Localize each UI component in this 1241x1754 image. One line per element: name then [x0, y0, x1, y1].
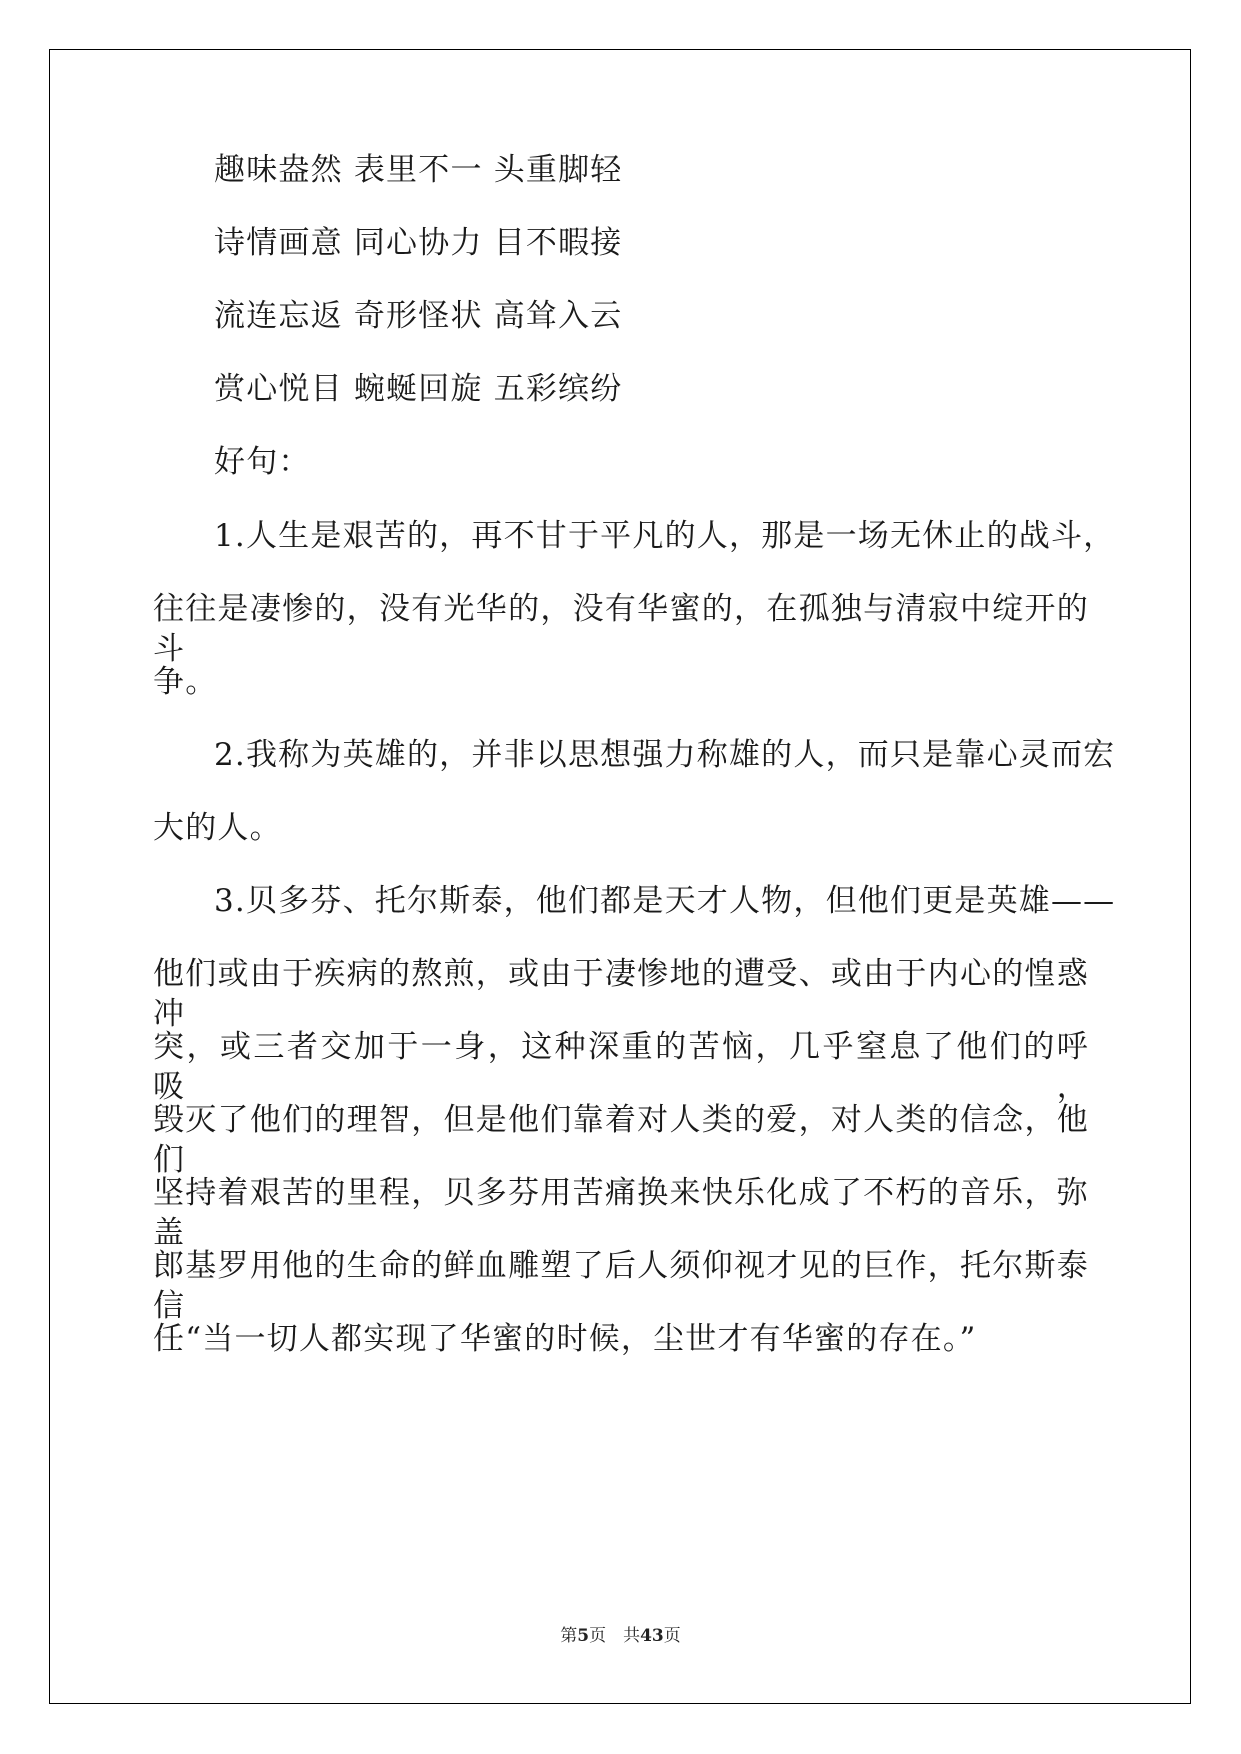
paragraph-3-line-4: 毁灭了他们的理智，但是他们靠着对人类的爱，对人类的信念，他们 — [153, 1102, 1089, 1178]
paragraph-3-line-1: 3.贝多芬、托尔斯泰，他们都是天才人物，但他们更是英雄—— — [214, 883, 1116, 919]
paragraph-3-line-7: 任“当一切人都实现了华蜜的时候，尘世才有华蜜的存在。” — [153, 1321, 977, 1357]
paragraph-2-line-1: 2.我称为英雄的，并非以思想强力称雄的人，而只是靠心灵而宏 — [214, 737, 1116, 773]
idiom-line-1: 趣味盎然 表里不一 头重脚轻 — [214, 152, 623, 188]
paragraph-3-line-5: 坚持着艰苦的里程，贝多芬用苦痛换来快乐化成了不朽的音乐，弥盖 — [153, 1175, 1089, 1251]
paragraph-3-line-6: 郎基罗用他的生命的鲜血雕塑了后人须仰视才见的巨作，托尔斯泰信 — [153, 1248, 1089, 1324]
footer-suffix: 页 — [663, 1626, 681, 1646]
footer-prefix: 第 — [560, 1626, 578, 1646]
paragraph-1-line-2: 往往是凄惨的，没有光华的，没有华蜜的，在孤独与清寂中绽开的斗 — [153, 591, 1089, 667]
paragraph-3-line-2: 他们或由于疾病的熬煎，或由于凄惨地的遭受、或由于内心的惶惑冲 — [153, 956, 1089, 1032]
paragraph-1-line-3: 争。 — [153, 664, 218, 700]
paragraph-1-line-1: 1.人生是艰苦的，再不甘于平凡的人，那是一场无休止的战斗， — [214, 518, 1116, 554]
idiom-line-2: 诗情画意 同心协力 目不暇接 — [214, 225, 623, 261]
section-heading: 好句： — [214, 444, 311, 480]
page-footer — [0, 1621, 1241, 1646]
current-page-number: 5 — [577, 1626, 590, 1646]
total-page-count: 43 — [640, 1626, 664, 1646]
paragraph-2-line-2: 大的人。 — [153, 810, 282, 846]
footer-middle: 页 共 — [589, 1626, 641, 1646]
idiom-line-4: 赏心悦目 蜿蜒回旋 五彩缤纷 — [214, 371, 623, 407]
idiom-line-3: 流连忘返 奇形怪状 高耸入云 — [214, 298, 623, 334]
paragraph-3-line-3: 突，或三者交加于一身，这种深重的苦恼，几乎窒息了他们的呼吸， — [153, 1029, 1089, 1105]
